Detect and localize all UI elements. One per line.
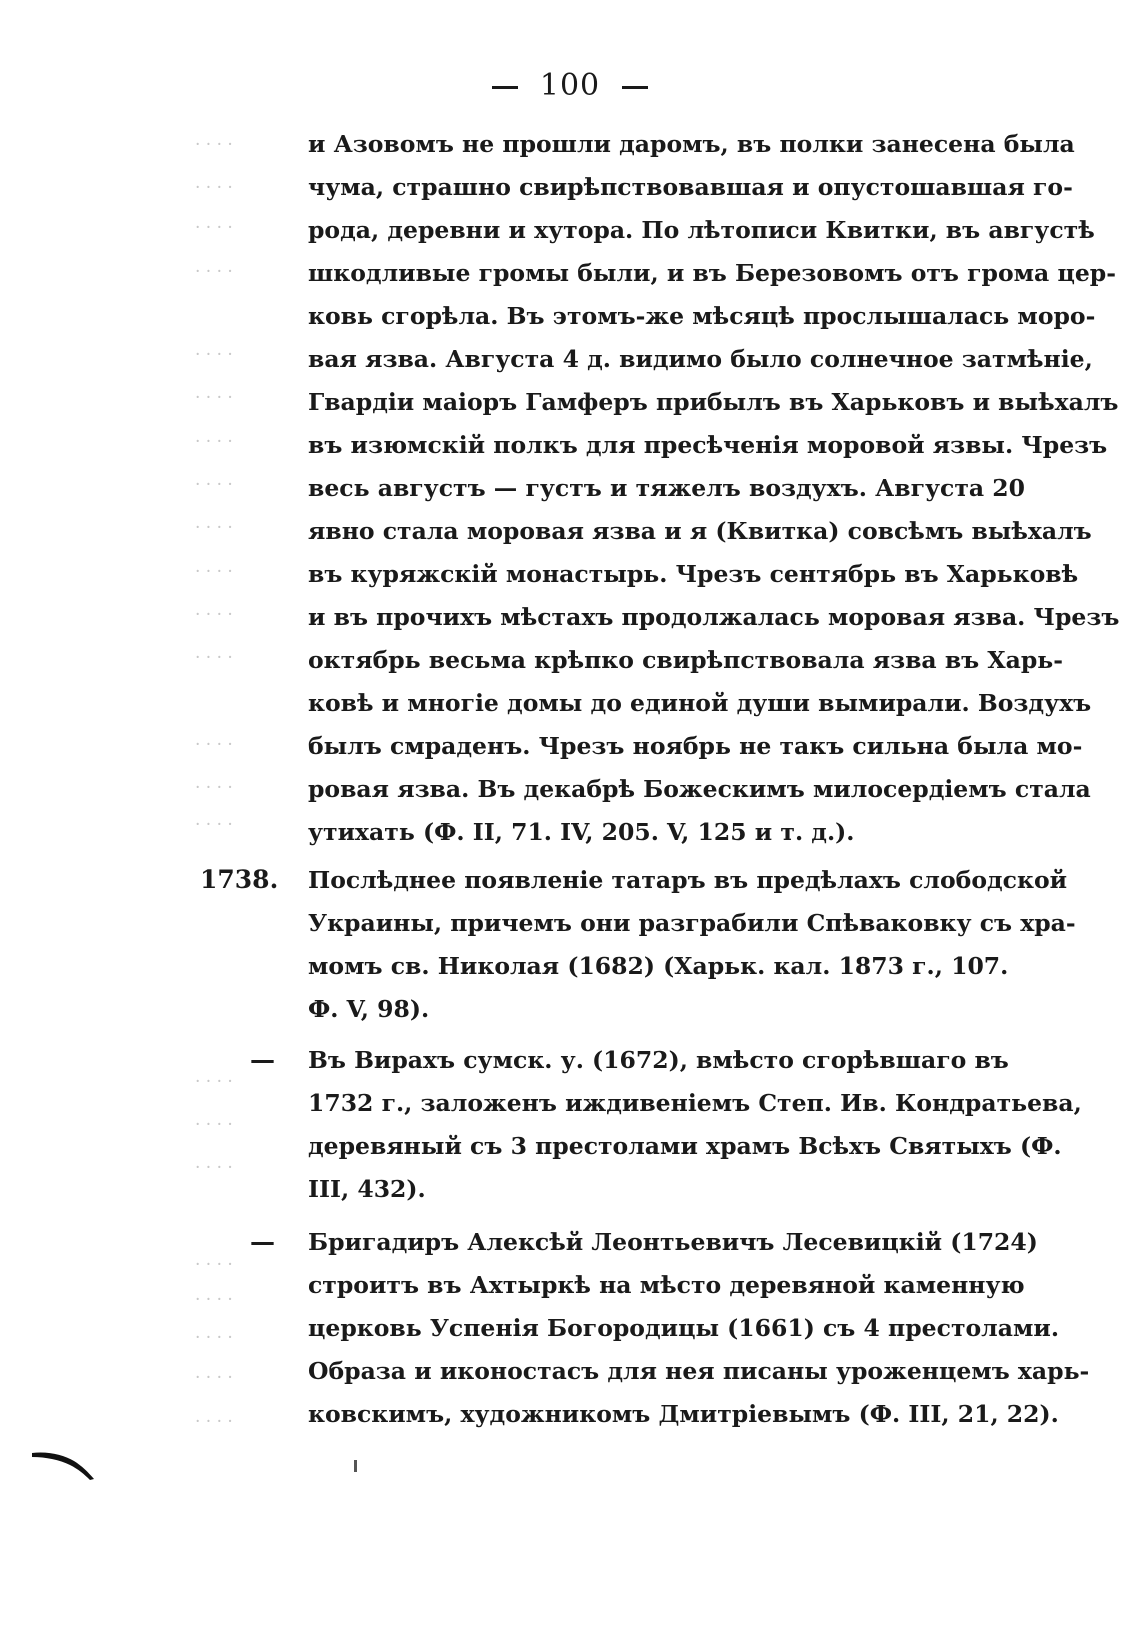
page-number-text: 100 — [539, 68, 601, 103]
text-line: октябрь весьма крѣпко свирѣпствовала язва въ Харь- — [308, 646, 1063, 674]
text-line: III, 432). — [308, 1175, 426, 1203]
text-line: ровая язва. Въ декабрѣ Божескимъ милосердіемъ стала — [308, 775, 1091, 803]
text-line: въ куряжскій монастырь. Чрезъ сентябрь въ Харьковѣ — [308, 560, 1079, 588]
text-line: и Азовомъ не прошли даромъ, въ полки занесена была — [308, 130, 1075, 158]
entry-dash-marker: — — [250, 1227, 275, 1256]
text-line: строитъ въ Ахтыркѣ на мѣсто деревяной каменную — [308, 1271, 1025, 1299]
ink-speck — [354, 1460, 357, 1472]
text-line: утихать (Ф. II, 71. IV, 205. V, 125 и т. д.). — [308, 818, 855, 846]
text-line: явно стала моровая язва и я (Квитка) совсѣмъ выѣхалъ — [308, 517, 1092, 545]
text-line: деревяный съ 3 престолами храмъ Всѣхъ Святыхъ (Ф. — [308, 1132, 1062, 1160]
text-line: ковѣ и многіе домы до единой души вымирали. Воздухъ — [308, 689, 1092, 717]
text-line: Образа и иконостасъ для нея писаны уроженцемъ харь- — [308, 1357, 1090, 1385]
text-line: весь августъ — густъ и тяжелъ воздухъ. Августа 20 — [308, 474, 1025, 502]
page-number-right-dash — [622, 86, 648, 89]
text-line: момъ св. Николая (1682) (Харьк. кал. 1873 г., 107. — [308, 952, 1009, 980]
text-line: рода, деревни и хутора. По лѣтописи Квитки, въ августѣ — [308, 216, 1095, 244]
text-line: Ф. V, 98). — [308, 995, 430, 1023]
text-line: чума, страшно свирѣпствовавшая и опустошавшая го- — [308, 173, 1073, 201]
text-line: и въ прочихъ мѣстахъ продолжалась моровая язва. Чрезъ — [308, 603, 1120, 631]
text-line: Гвардіи маіоръ Гамферъ прибылъ въ Харьковъ и выѣхалъ — [308, 388, 1119, 416]
text-line: 1732 г., заложенъ иждивеніемъ Степ. Ив. Кондратьева, — [308, 1089, 1082, 1117]
year-marker: 1738. — [200, 865, 279, 894]
text-line: церковь Успенія Богородицы (1661) съ 4 престолами. — [308, 1314, 1060, 1342]
entry-dash-marker: — — [250, 1045, 275, 1074]
page-number — [0, 68, 1140, 103]
text-line: вая язва. Августа 4 д. видимо было солнечное затмѣніе, — [308, 345, 1093, 373]
text-line: ковскимъ, художникомъ Дмитріевымъ (Ф. III, 21, 22). — [308, 1400, 1059, 1428]
text-line: Въ Вирахъ сумск. у. (1672), вмѣсто сгорѣвшаго въ — [308, 1046, 1009, 1074]
text-line: Бригадиръ Алексѣй Леонтьевичъ Лесевицкій (1724) — [308, 1228, 1038, 1256]
text-line: шкодливые громы были, и въ Березовомъ отъ грома цер- — [308, 259, 1116, 287]
text-line: ковь сгорѣла. Въ этомъ-же мѣсяцѣ прослышалась моро- — [308, 302, 1096, 330]
text-line: въ изюмскій полкъ для пресѣченія моровой язвы. Чрезъ — [308, 431, 1108, 459]
ink-stroke-mark — [30, 1447, 96, 1481]
text-line: Украины, причемъ они разграбили Спѣваковку съ хра- — [308, 909, 1076, 937]
text-line: былъ смраденъ. Чрезъ ноябрь не такъ сильна была мо- — [308, 732, 1083, 760]
page-number-left-dash — [492, 86, 518, 89]
text-line: Послѣднее появленіе татаръ въ предѣлахъ слободской — [308, 866, 1068, 894]
